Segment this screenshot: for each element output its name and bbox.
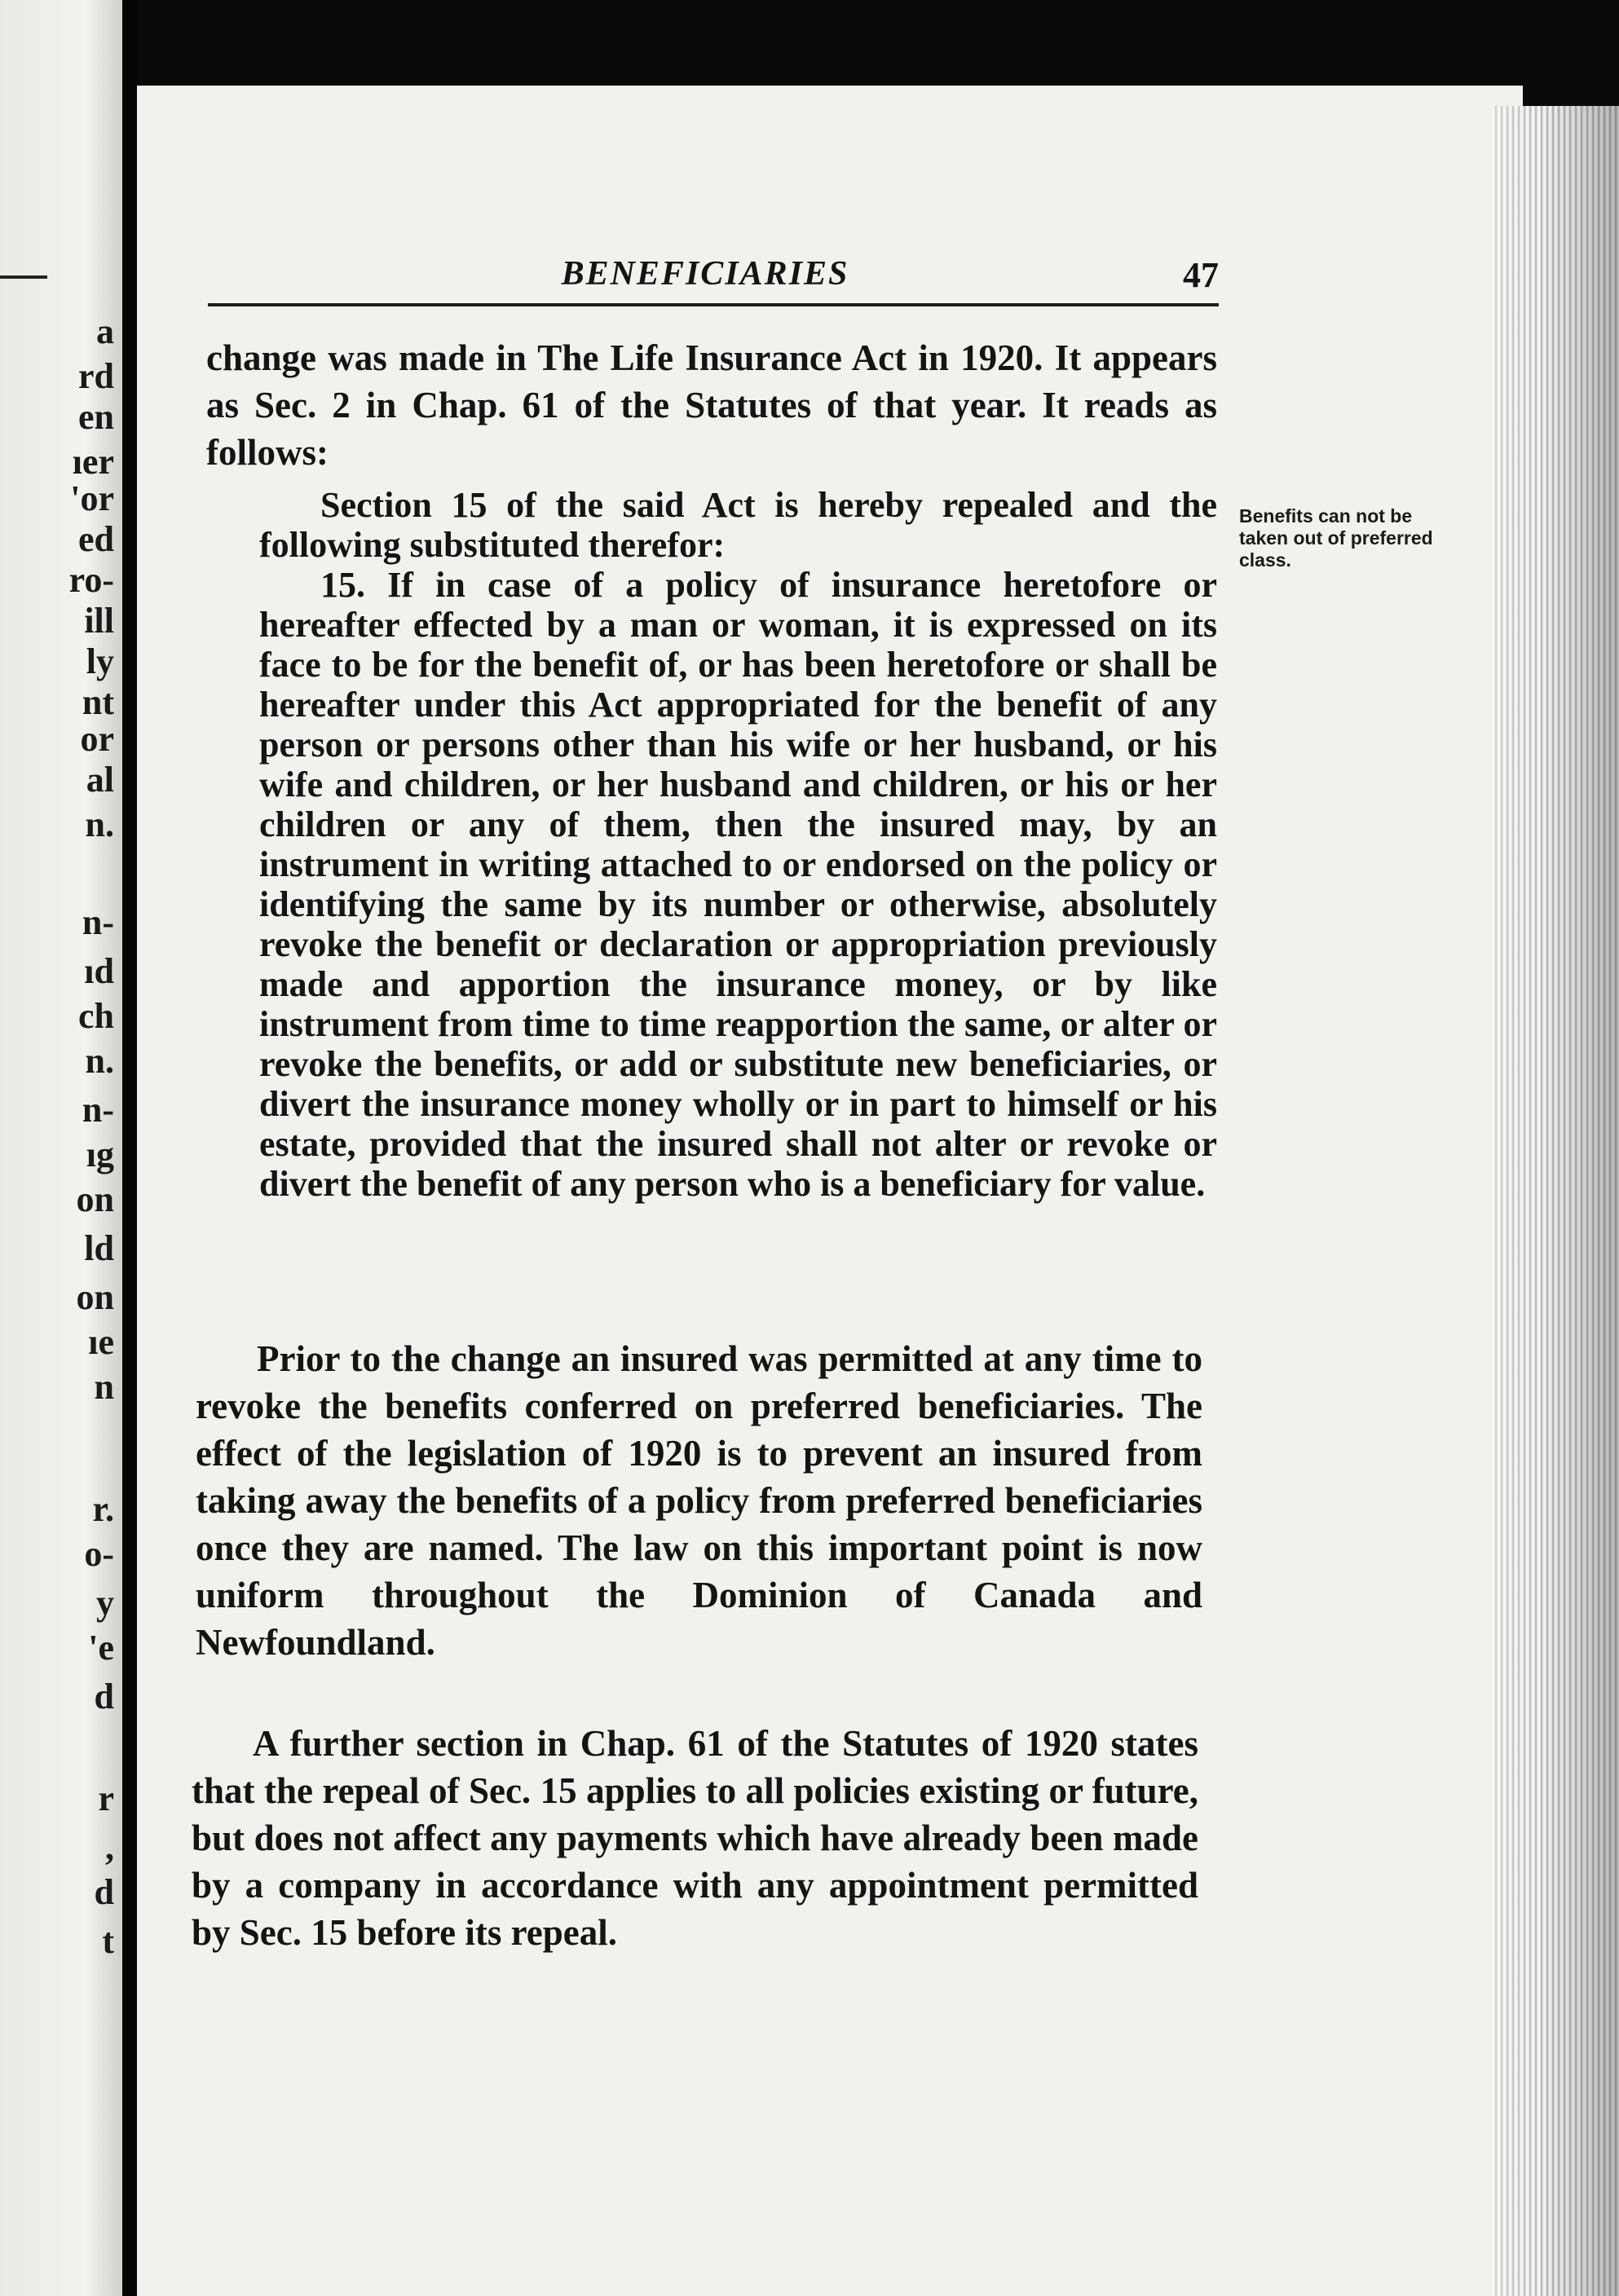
facing-page-fragment: nt <box>82 682 114 722</box>
facing-page-fragment: n. <box>85 1041 114 1081</box>
quoted-statute <box>259 485 1217 1204</box>
header-rule <box>208 303 1219 306</box>
facing-page-fragment: ro- <box>68 560 114 600</box>
quoted-section-15: 15. If in case of a policy of insurance heretofore or hereafter effected by a man or woman, it is expressed on its face to be for the benefit of, or has been heretofore or shall be hereafter under this Act appropriated for the benefit of any person or persons other than his wife or her husband, or his wife and children, or her husband and children, or his or her children or any of them, then the insured may, by an instrument in writing attached to or endorsed on the policy or identifying the same by its number or otherwise, absolutely revoke the benefit or declaration or appropriation previously made and apportion the insurance money, or by like instrument from time to time reapportion the same, or alter or revoke the benefits, or add or substitute new beneficiaries, or divert the insurance money wholly or in part to himself or his estate, provided that the insured shall not alter or revoke or divert the benefit of any person who is a beneficiary for value. <box>259 565 1217 1204</box>
facing-page-fragment: o- <box>84 1534 114 1574</box>
facing-page-fragment: on <box>76 1277 114 1317</box>
margin-note: Benefits can not be taken out of preferred class. <box>1239 505 1433 571</box>
facing-page-rule <box>0 275 47 279</box>
running-head <box>208 254 1219 303</box>
facing-page-fragment: 'or <box>70 478 114 518</box>
facing-page-fragment: d <box>94 1677 114 1716</box>
paragraph-prior-change-text: Prior to the change an insured was permitted at any time to revoke the benefits conferred on preferred beneficiaries. The effect of the legislation of 1920 is to prevent an insured from taking away the benefits of a policy from preferred beneficiaries once they are named. The law on this important point is now uniform throughout the Dominion of Canada and Newfoundland. <box>196 1338 1202 1663</box>
facing-page-fragment: ıer <box>72 442 114 482</box>
facing-page-fragment: , <box>105 1827 114 1867</box>
facing-page-fragment: d <box>94 1872 114 1912</box>
facing-page-fragment: ld <box>84 1228 114 1268</box>
facing-page-fragment: ıd <box>84 951 114 991</box>
facing-page-fragment: n. <box>85 804 114 844</box>
book-gutter <box>122 0 139 2296</box>
paragraph-further-section <box>192 1720 1198 1956</box>
paragraph-intro <box>206 334 1217 476</box>
facing-page-fragment: ıe <box>88 1322 114 1362</box>
page-number: 47 <box>1183 255 1219 295</box>
facing-page-fragment: a <box>96 311 114 351</box>
facing-page-fragment: 'e <box>88 1628 114 1668</box>
facing-page-fragment: n <box>94 1367 114 1407</box>
facing-page-fragment: t <box>102 1921 114 1961</box>
paragraph-prior-change <box>196 1335 1202 1666</box>
facing-page-fragment: al <box>86 760 114 800</box>
running-title: BENEFICIARIES <box>561 255 849 293</box>
facing-page-fragment: or <box>80 719 114 759</box>
facing-page-fragment: ill <box>84 601 114 641</box>
facing-page-fragment: on <box>76 1179 114 1219</box>
facing-page-fragment: en <box>78 397 114 437</box>
facing-page <box>0 0 122 2296</box>
facing-page-fragment: ıg <box>86 1135 114 1174</box>
facing-page-fragment: n- <box>82 1090 114 1130</box>
facing-page-fragment: n- <box>82 902 114 942</box>
facing-page-fragment: ed <box>78 519 114 559</box>
paragraph-further-section-text: A further section in Chap. 61 of the Statutes of 1920 states that the repeal of Sec. 15 applies to all policies existing or future, but does not affect any payments which have already been made by a company in accordance with any appointment permitted by Sec. 15 before its repeal. <box>192 1723 1198 1953</box>
page-edge-shadow <box>1492 106 1619 2296</box>
facing-page-fragment: rd <box>78 356 114 396</box>
facing-page-fragment: r <box>98 1778 114 1818</box>
facing-page-fragment: y <box>96 1583 114 1623</box>
facing-page-fragment: ch <box>78 996 114 1036</box>
quoted-section-intro: Section 15 of the said Act is hereby repealed and the following substituted therefor: <box>259 485 1217 565</box>
facing-page-fragment: r. <box>92 1489 114 1529</box>
paragraph-intro-text: change was made in The Life Insurance Act in 1920. It appears as Sec. 2 in Chap. 61 of the Statutes of that year. It reads as follows: <box>206 337 1217 473</box>
facing-page-fragment: ly <box>86 641 114 681</box>
